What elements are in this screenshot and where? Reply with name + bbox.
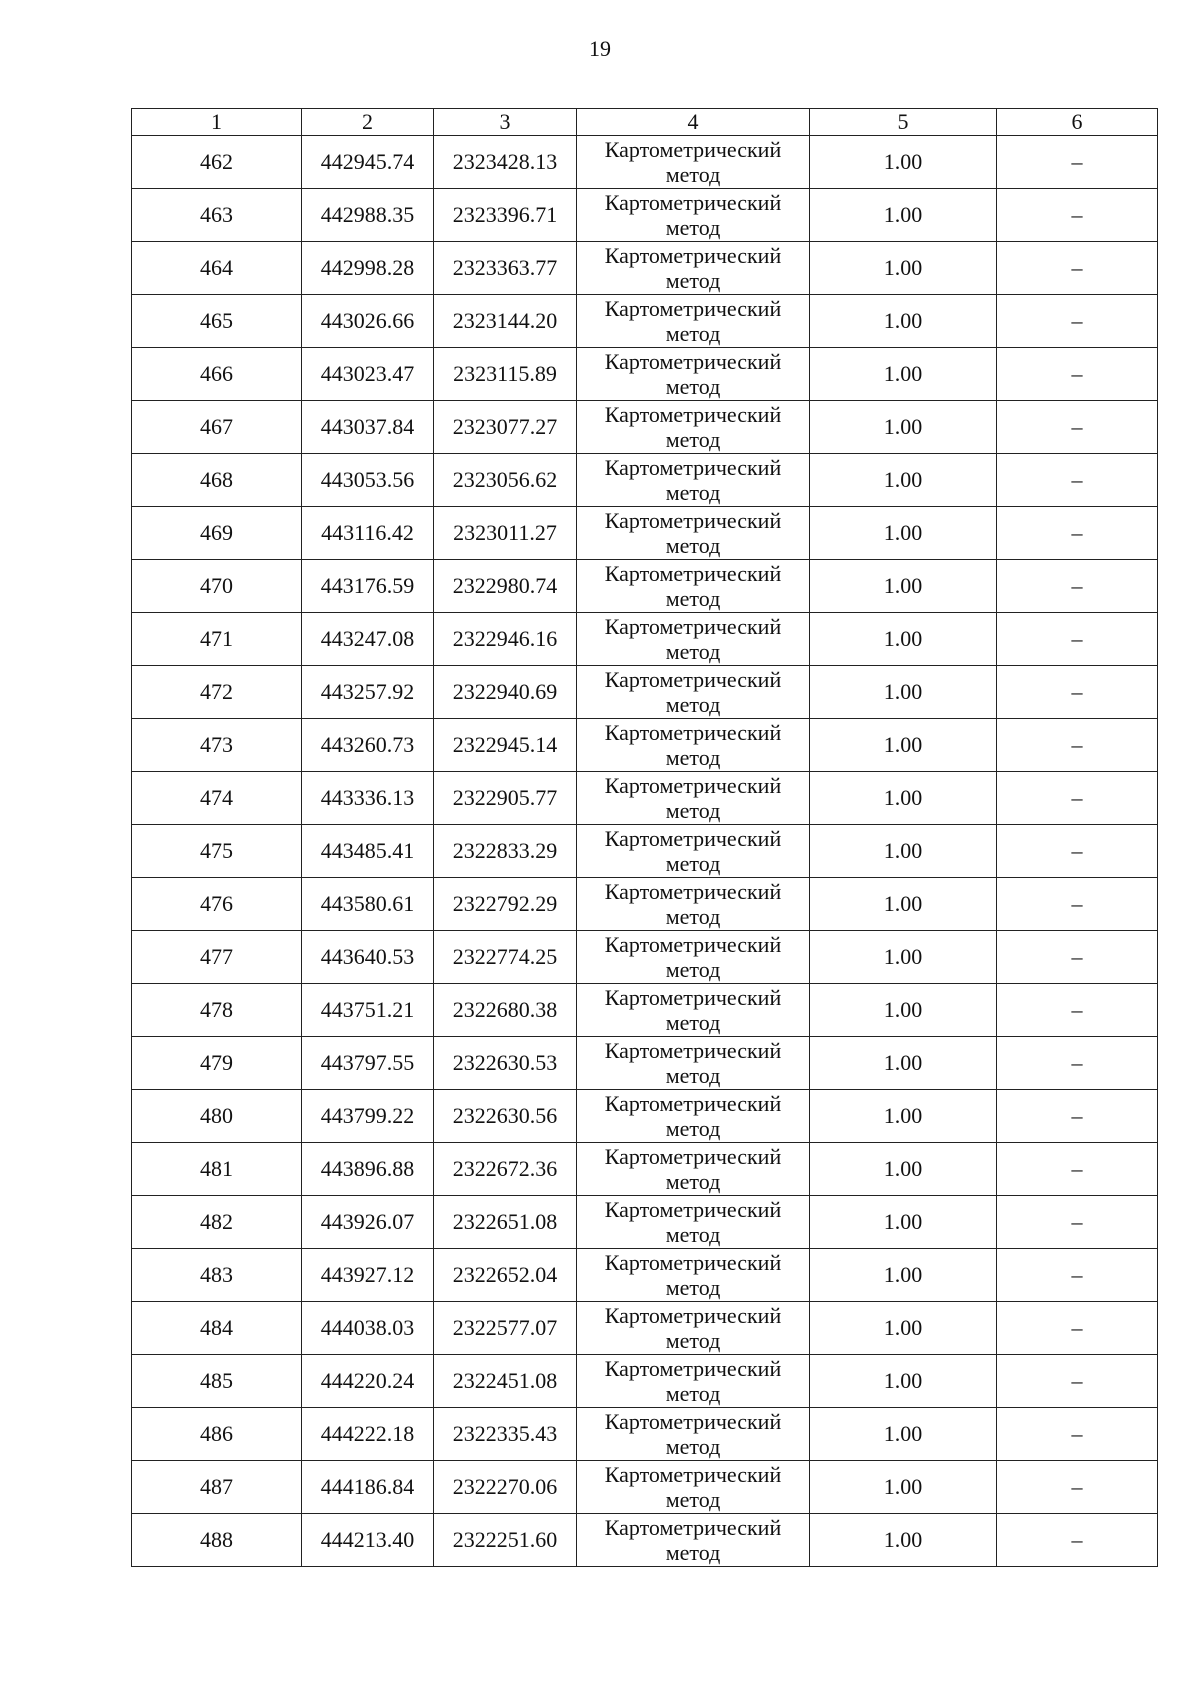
- table-row: [132, 1143, 1158, 1196]
- x-coordinate-cell: 443896.88: [302, 1143, 434, 1196]
- point-cell: 481: [132, 1143, 302, 1196]
- x-coordinate-cell: 442988.35: [302, 189, 434, 242]
- y-coordinate-cell: 2322630.56: [434, 1090, 577, 1143]
- method-cell: [577, 401, 810, 454]
- method-line-2: метод: [665, 427, 721, 452]
- note-cell: –: [997, 189, 1158, 242]
- accuracy-cell: 1.00: [810, 931, 997, 984]
- method-cell: [577, 1090, 810, 1143]
- y-coordinate-cell: 2322940.69: [434, 666, 577, 719]
- table-row: [132, 136, 1158, 189]
- note-cell: –: [997, 348, 1158, 401]
- method-line-1: Картометрический: [604, 349, 782, 374]
- table-row: [132, 1302, 1158, 1355]
- method-line-2: метод: [665, 1540, 721, 1565]
- method-cell: [577, 984, 810, 1037]
- accuracy-cell: 1.00: [810, 1037, 997, 1090]
- method-line-2: метод: [665, 1275, 721, 1300]
- method-cell: [577, 666, 810, 719]
- method-line-2: метод: [665, 798, 721, 823]
- accuracy-cell: 1.00: [810, 666, 997, 719]
- y-coordinate-cell: 2322270.06: [434, 1461, 577, 1514]
- point-cell: 474: [132, 772, 302, 825]
- note-cell: –: [997, 1408, 1158, 1461]
- table-row: [132, 242, 1158, 295]
- note-cell: –: [997, 772, 1158, 825]
- accuracy-cell: 1.00: [810, 507, 997, 560]
- note-cell: –: [997, 136, 1158, 189]
- x-coordinate-cell: 443257.92: [302, 666, 434, 719]
- table-row: [132, 825, 1158, 878]
- table-row: [132, 1090, 1158, 1143]
- method-cell: [577, 1514, 810, 1567]
- accuracy-cell: 1.00: [810, 1143, 997, 1196]
- note-cell: –: [997, 1143, 1158, 1196]
- method-cell: [577, 1302, 810, 1355]
- method-cell: [577, 295, 810, 348]
- table-row: [132, 1249, 1158, 1302]
- point-cell: 488: [132, 1514, 302, 1567]
- method-line-1: Картометрический: [604, 720, 782, 745]
- y-coordinate-cell: 2323011.27: [434, 507, 577, 560]
- table-row: [132, 348, 1158, 401]
- accuracy-cell: 1.00: [810, 1090, 997, 1143]
- table-row: [132, 772, 1158, 825]
- x-coordinate-cell: 444213.40: [302, 1514, 434, 1567]
- accuracy-cell: 1.00: [810, 1249, 997, 1302]
- point-cell: 478: [132, 984, 302, 1037]
- method-line-2: метод: [665, 851, 721, 876]
- table-row: [132, 295, 1158, 348]
- method-line-1: Картометрический: [604, 667, 782, 692]
- method-line-1: Картометрический: [604, 296, 782, 321]
- table-row: [132, 1461, 1158, 1514]
- accuracy-cell: 1.00: [810, 1514, 997, 1567]
- method-cell: [577, 189, 810, 242]
- note-cell: –: [997, 1249, 1158, 1302]
- method-line-1: Картометрический: [604, 402, 782, 427]
- point-cell: 482: [132, 1196, 302, 1249]
- method-cell: [577, 454, 810, 507]
- method-line-2: метод: [665, 639, 721, 664]
- y-coordinate-cell: 2322946.16: [434, 613, 577, 666]
- x-coordinate-cell: 443053.56: [302, 454, 434, 507]
- method-line-1: Картометрический: [604, 1356, 782, 1381]
- x-coordinate-cell: 444186.84: [302, 1461, 434, 1514]
- point-cell: 483: [132, 1249, 302, 1302]
- method-line-1: Картометрический: [604, 190, 782, 215]
- method-cell: [577, 507, 810, 560]
- column-header-2: 2: [302, 109, 434, 136]
- method-line-1: Картометрический: [604, 1091, 782, 1116]
- x-coordinate-cell: 443023.47: [302, 348, 434, 401]
- accuracy-cell: 1.00: [810, 242, 997, 295]
- note-cell: –: [997, 984, 1158, 1037]
- table-row: [132, 719, 1158, 772]
- method-line-1: Картометрический: [604, 455, 782, 480]
- accuracy-cell: 1.00: [810, 189, 997, 242]
- method-line-1: Картометрический: [604, 1197, 782, 1222]
- column-header-3: 3: [434, 109, 577, 136]
- method-line-2: метод: [665, 533, 721, 558]
- method-cell: [577, 136, 810, 189]
- table-row: [132, 189, 1158, 242]
- method-cell: [577, 613, 810, 666]
- method-line-2: метод: [665, 1116, 721, 1141]
- method-line-1: Картометрический: [604, 985, 782, 1010]
- point-cell: 486: [132, 1408, 302, 1461]
- x-coordinate-cell: 443026.66: [302, 295, 434, 348]
- y-coordinate-cell: 2322980.74: [434, 560, 577, 613]
- note-cell: –: [997, 454, 1158, 507]
- y-coordinate-cell: 2323428.13: [434, 136, 577, 189]
- method-line-2: метод: [665, 1328, 721, 1353]
- header-row: [132, 109, 1158, 136]
- y-coordinate-cell: 2322833.29: [434, 825, 577, 878]
- method-cell: [577, 560, 810, 613]
- point-cell: 484: [132, 1302, 302, 1355]
- note-cell: –: [997, 666, 1158, 719]
- accuracy-cell: 1.00: [810, 613, 997, 666]
- method-cell: [577, 825, 810, 878]
- note-cell: –: [997, 1514, 1158, 1567]
- accuracy-cell: 1.00: [810, 1355, 997, 1408]
- method-line-1: Картометрический: [604, 1515, 782, 1540]
- method-line-2: метод: [665, 1063, 721, 1088]
- table-header: [132, 109, 1158, 136]
- method-line-2: метод: [665, 268, 721, 293]
- table-row: [132, 507, 1158, 560]
- column-header-4: 4: [577, 109, 810, 136]
- accuracy-cell: 1.00: [810, 295, 997, 348]
- method-cell: [577, 348, 810, 401]
- method-line-1: Картометрический: [604, 243, 782, 268]
- point-cell: 464: [132, 242, 302, 295]
- y-coordinate-cell: 2323056.62: [434, 454, 577, 507]
- point-cell: 469: [132, 507, 302, 560]
- y-coordinate-cell: 2322792.29: [434, 878, 577, 931]
- x-coordinate-cell: 443640.53: [302, 931, 434, 984]
- method-line-2: метод: [665, 1222, 721, 1247]
- x-coordinate-cell: 443247.08: [302, 613, 434, 666]
- note-cell: –: [997, 1037, 1158, 1090]
- method-line-2: метод: [665, 1169, 721, 1194]
- y-coordinate-cell: 2323363.77: [434, 242, 577, 295]
- point-cell: 473: [132, 719, 302, 772]
- accuracy-cell: 1.00: [810, 1196, 997, 1249]
- method-line-1: Картометрический: [604, 561, 782, 586]
- method-line-1: Картометрический: [604, 773, 782, 798]
- method-line-1: Картометрический: [604, 879, 782, 904]
- note-cell: –: [997, 1461, 1158, 1514]
- table-row: [132, 1514, 1158, 1567]
- method-cell: [577, 1249, 810, 1302]
- method-line-2: метод: [665, 162, 721, 187]
- method-cell: [577, 1461, 810, 1514]
- method-line-2: метод: [665, 1010, 721, 1035]
- page-number: 19: [589, 36, 611, 61]
- accuracy-cell: 1.00: [810, 454, 997, 507]
- note-cell: –: [997, 1355, 1158, 1408]
- x-coordinate-cell: 443580.61: [302, 878, 434, 931]
- method-line-1: Картометрический: [604, 932, 782, 957]
- method-line-1: Картометрический: [604, 614, 782, 639]
- y-coordinate-cell: 2322577.07: [434, 1302, 577, 1355]
- point-cell: 475: [132, 825, 302, 878]
- method-cell: [577, 878, 810, 931]
- note-cell: –: [997, 560, 1158, 613]
- x-coordinate-cell: 444222.18: [302, 1408, 434, 1461]
- method-cell: [577, 719, 810, 772]
- column-header-6: 6: [997, 109, 1158, 136]
- point-cell: 463: [132, 189, 302, 242]
- table-row: [132, 401, 1158, 454]
- y-coordinate-cell: 2322774.25: [434, 931, 577, 984]
- y-coordinate-cell: 2323144.20: [434, 295, 577, 348]
- accuracy-cell: 1.00: [810, 1302, 997, 1355]
- x-coordinate-cell: 443927.12: [302, 1249, 434, 1302]
- point-cell: 476: [132, 878, 302, 931]
- method-line-2: метод: [665, 480, 721, 505]
- y-coordinate-cell: 2322652.04: [434, 1249, 577, 1302]
- table-row: [132, 454, 1158, 507]
- point-cell: 462: [132, 136, 302, 189]
- note-cell: –: [997, 1090, 1158, 1143]
- method-cell: [577, 1037, 810, 1090]
- accuracy-cell: 1.00: [810, 772, 997, 825]
- x-coordinate-cell: 443037.84: [302, 401, 434, 454]
- y-coordinate-cell: 2322672.36: [434, 1143, 577, 1196]
- table-row: [132, 984, 1158, 1037]
- point-cell: 485: [132, 1355, 302, 1408]
- x-coordinate-cell: 443485.41: [302, 825, 434, 878]
- accuracy-cell: 1.00: [810, 401, 997, 454]
- accuracy-cell: 1.00: [810, 1461, 997, 1514]
- y-coordinate-cell: 2323115.89: [434, 348, 577, 401]
- accuracy-cell: 1.00: [810, 984, 997, 1037]
- method-line-1: Картометрический: [604, 1250, 782, 1275]
- note-cell: –: [997, 1196, 1158, 1249]
- point-cell: 467: [132, 401, 302, 454]
- method-cell: [577, 1143, 810, 1196]
- column-header-1: 1: [132, 109, 302, 136]
- note-cell: –: [997, 507, 1158, 560]
- column-header-5: 5: [810, 109, 997, 136]
- method-line-1: Картометрический: [604, 1409, 782, 1434]
- y-coordinate-cell: 2322945.14: [434, 719, 577, 772]
- accuracy-cell: 1.00: [810, 348, 997, 401]
- y-coordinate-cell: 2322451.08: [434, 1355, 577, 1408]
- point-cell: 472: [132, 666, 302, 719]
- x-coordinate-cell: 444220.24: [302, 1355, 434, 1408]
- y-coordinate-cell: 2323077.27: [434, 401, 577, 454]
- x-coordinate-cell: 444038.03: [302, 1302, 434, 1355]
- table-body: [132, 136, 1158, 1567]
- method-cell: [577, 1355, 810, 1408]
- method-line-2: метод: [665, 957, 721, 982]
- y-coordinate-cell: 2322680.38: [434, 984, 577, 1037]
- method-line-2: метод: [665, 374, 721, 399]
- point-cell: 466: [132, 348, 302, 401]
- note-cell: –: [997, 613, 1158, 666]
- method-line-1: Картометрический: [604, 508, 782, 533]
- x-coordinate-cell: 443260.73: [302, 719, 434, 772]
- accuracy-cell: 1.00: [810, 719, 997, 772]
- method-line-1: Картометрический: [604, 826, 782, 851]
- point-cell: 468: [132, 454, 302, 507]
- table-row: [132, 1408, 1158, 1461]
- table-row: [132, 666, 1158, 719]
- note-cell: –: [997, 878, 1158, 931]
- x-coordinate-cell: 443116.42: [302, 507, 434, 560]
- table-row: [132, 1355, 1158, 1408]
- y-coordinate-cell: 2323396.71: [434, 189, 577, 242]
- method-line-2: метод: [665, 215, 721, 240]
- accuracy-cell: 1.00: [810, 825, 997, 878]
- x-coordinate-cell: 443797.55: [302, 1037, 434, 1090]
- table-row: [132, 560, 1158, 613]
- y-coordinate-cell: 2322905.77: [434, 772, 577, 825]
- method-line-2: метод: [665, 1487, 721, 1512]
- method-line-2: метод: [665, 745, 721, 770]
- table-row: [132, 1037, 1158, 1090]
- x-coordinate-cell: 443751.21: [302, 984, 434, 1037]
- method-cell: [577, 1196, 810, 1249]
- method-line-1: Картометрический: [604, 1462, 782, 1487]
- y-coordinate-cell: 2322335.43: [434, 1408, 577, 1461]
- point-cell: 480: [132, 1090, 302, 1143]
- method-line-1: Картометрический: [604, 1144, 782, 1169]
- point-cell: 487: [132, 1461, 302, 1514]
- x-coordinate-cell: 443336.13: [302, 772, 434, 825]
- method-line-2: метод: [665, 586, 721, 611]
- accuracy-cell: 1.00: [810, 136, 997, 189]
- y-coordinate-cell: 2322251.60: [434, 1514, 577, 1567]
- note-cell: –: [997, 242, 1158, 295]
- point-cell: 477: [132, 931, 302, 984]
- method-line-2: метод: [665, 692, 721, 717]
- method-line-2: метод: [665, 904, 721, 929]
- method-line-2: метод: [665, 1381, 721, 1406]
- method-line-1: Картометрический: [604, 1038, 782, 1063]
- accuracy-cell: 1.00: [810, 560, 997, 613]
- y-coordinate-cell: 2322651.08: [434, 1196, 577, 1249]
- method-line-2: метод: [665, 1434, 721, 1459]
- note-cell: –: [997, 295, 1158, 348]
- table-row: [132, 1196, 1158, 1249]
- point-cell: 479: [132, 1037, 302, 1090]
- accuracy-cell: 1.00: [810, 878, 997, 931]
- method-line-1: Картометрический: [604, 1303, 782, 1328]
- table-row: [132, 931, 1158, 984]
- table-row: [132, 613, 1158, 666]
- table-row: [132, 878, 1158, 931]
- note-cell: –: [997, 931, 1158, 984]
- note-cell: –: [997, 825, 1158, 878]
- note-cell: –: [997, 719, 1158, 772]
- point-cell: 470: [132, 560, 302, 613]
- method-line-2: метод: [665, 321, 721, 346]
- note-cell: –: [997, 1302, 1158, 1355]
- method-cell: [577, 772, 810, 825]
- method-cell: [577, 931, 810, 984]
- x-coordinate-cell: 442945.74: [302, 136, 434, 189]
- y-coordinate-cell: 2322630.53: [434, 1037, 577, 1090]
- accuracy-cell: 1.00: [810, 1408, 997, 1461]
- coordinates-table: [131, 108, 1158, 1567]
- point-cell: 471: [132, 613, 302, 666]
- x-coordinate-cell: 443799.22: [302, 1090, 434, 1143]
- x-coordinate-cell: 442998.28: [302, 242, 434, 295]
- point-cell: 465: [132, 295, 302, 348]
- method-cell: [577, 1408, 810, 1461]
- method-cell: [577, 242, 810, 295]
- note-cell: –: [997, 401, 1158, 454]
- method-line-1: Картометрический: [604, 137, 782, 162]
- x-coordinate-cell: 443176.59: [302, 560, 434, 613]
- x-coordinate-cell: 443926.07: [302, 1196, 434, 1249]
